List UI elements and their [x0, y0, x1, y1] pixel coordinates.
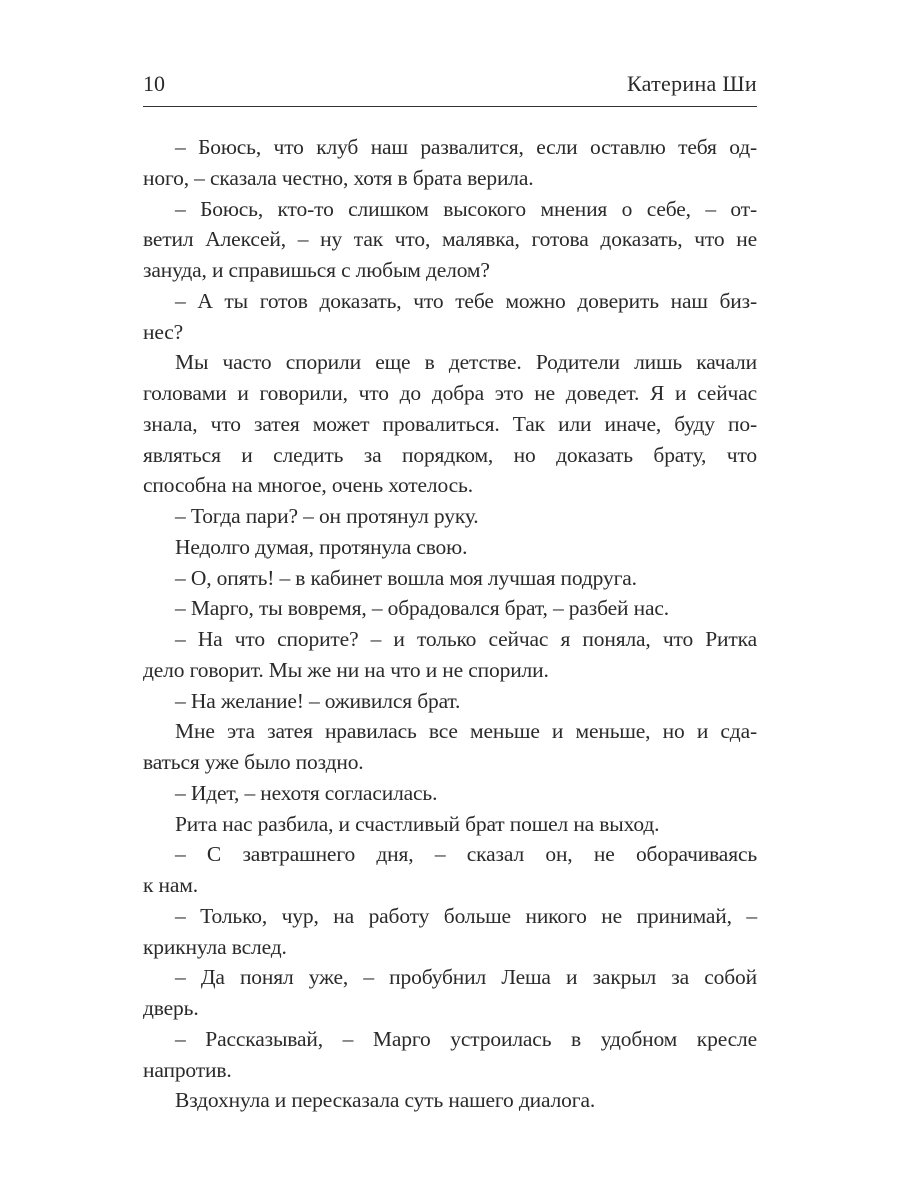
text-line: – Идет, – нехотя согласилась.: [175, 780, 438, 805]
text-line: – Рассказывай, – Марго устроилась в удобном кресле: [175, 1026, 757, 1051]
text-line: способна на многое, очень хотелось.: [143, 473, 473, 498]
text-line: Вздохнула и пересказала суть нашего диалога.: [175, 1088, 596, 1113]
running-header-author: Катерина Ши: [626, 71, 757, 96]
text-line: – С завтрашнего дня, – сказал он, не оборачиваясь: [175, 842, 757, 867]
page-number: 10: [143, 71, 165, 96]
text-line: – На желание! – оживился брат.: [175, 688, 461, 713]
text-line: Мы часто спорили еще в детстве. Родители лишь качали: [175, 350, 757, 375]
text-line: – Боюсь, что клуб наш развалится, если оставлю тебя од-: [175, 135, 757, 159]
text-line: – Тогда пари? – он протянул руку.: [175, 504, 479, 528]
text-line: – Марго, ты вовремя, – обрадовался брат, – разбей нас.: [175, 596, 669, 621]
text-line: являться и следить за порядком, но доказать брату, что: [143, 442, 757, 467]
text-line: Мне эта затея нравилась все меньше и меньше, но и сда-: [175, 719, 757, 744]
text-line: – На что спорите? – и только сейчас я поняла, что Ритка: [175, 627, 757, 651]
text-line: – Боюсь, кто-то слишком высокого мнения о себе, – от-: [175, 196, 757, 221]
text-line: ваться уже было поздно.: [143, 750, 364, 774]
text-line: ветил Алексей, – ну так что, малявка, готова доказать, что не: [143, 227, 757, 252]
text-line: головами и говорили, что до добра это не доведет. Я и сейчас: [143, 381, 757, 405]
text-line: Недолго думая, протянула свою.: [175, 534, 468, 559]
text-line: зануда, и справишься с любым делом?: [143, 258, 490, 282]
header-rule: [143, 106, 757, 107]
page-body-text: [143, 132, 757, 1116]
text-line: дверь.: [143, 996, 199, 1020]
text-line: – А ты готов доказать, что тебе можно доверить наш биз-: [175, 288, 757, 313]
text-line: – Да понял уже, – пробубнил Леша и закрыл за собой: [175, 965, 757, 990]
text-line: нес?: [143, 319, 184, 344]
text-line: ного, – сказала честно, хотя в брата верила.: [143, 165, 534, 190]
text-line: дело говорит. Мы же ни на что и не спорили.: [143, 657, 549, 682]
text-line: напротив.: [143, 1057, 232, 1082]
text-line: – О, опять! – в кабинет вошла моя лучшая подруга.: [175, 565, 637, 590]
text-line: – Только, чур, на работу больше никого не принимай, –: [175, 903, 757, 928]
text-line: к нам.: [143, 873, 198, 897]
text-line: Рита нас разбила, и счастливый брат пошел на выход.: [175, 811, 660, 836]
text-line: знала, что затея может провалиться. Так или иначе, буду по-: [143, 411, 757, 436]
text-line: крикнула вслед.: [143, 934, 287, 959]
